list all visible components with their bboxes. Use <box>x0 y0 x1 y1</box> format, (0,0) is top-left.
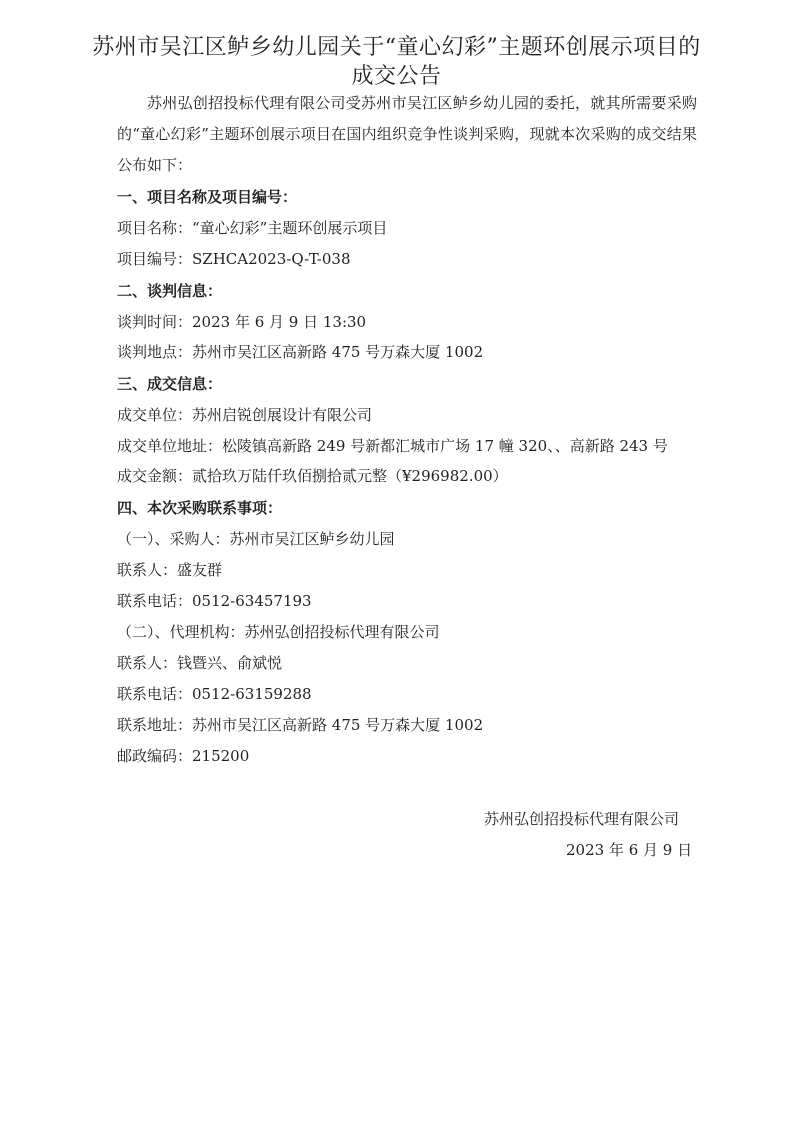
project-code: 项目编号：SZHCA2023-Q-T-038 <box>117 250 351 268</box>
agency-address: 联系地址：苏州市吴江区高新路 475 号万森大厦 1002 <box>117 716 484 734</box>
document-title-line2: 成交公告 <box>351 64 442 89</box>
agency-contact: 联系人：钱暨兴、俞斌悦 <box>117 654 283 672</box>
signature-company: 苏州弘创招投标代理有限公司 <box>484 810 680 828</box>
buyer-phone: 联系电话：0512-63457193 <box>117 592 312 610</box>
intro-paragraph: 苏州弘创招投标代理有限公司受苏州市吴江区鲈乡幼儿园的委托，就其所需要采购的“童心幻彩”主题环创展示项目在国内组织竞争性谈判采购，现就本次采购的成交结果公布如下： <box>117 94 697 174</box>
section2-heading: 二、谈判信息： <box>117 282 223 300</box>
buyer-contact: 联系人：盛友群 <box>117 561 223 579</box>
postcode: 邮政编码：215200 <box>117 747 250 765</box>
negotiation-place: 谈判地点：苏州市吴江区高新路 475 号万森大厦 1002 <box>117 343 484 361</box>
winning-amount: 成交金额：贰拾玖万陆仟玖佰捌拾贰元整（¥296982.00） <box>117 467 508 485</box>
project-name: 项目名称：“童心幻彩”主题环创展示项目 <box>117 219 388 237</box>
buyer: （一）、采购人：苏州市吴江区鲈乡幼儿园 <box>117 530 395 548</box>
section1-heading: 一、项目名称及项目编号： <box>117 188 298 206</box>
agency: （二）、代理机构：苏州弘创招投标代理有限公司 <box>117 623 440 641</box>
negotiation-time: 谈判时间：2023 年 6 月 9 日 13:30 <box>117 313 367 331</box>
winning-unit: 成交单位：苏州启锐创展设计有限公司 <box>117 406 373 424</box>
winning-unit-address: 成交单位地址：松陵镇高新路 249 号新都汇城市广场 17 幢 320、、高新路 243 号 <box>117 437 668 455</box>
document-title-line1: 苏州市吴江区鲈乡幼儿园关于“童心幻彩”主题环创展示项目的 <box>92 35 701 60</box>
signature-date: 2023 年 6 月 9 日 <box>566 841 693 859</box>
section3-heading: 三、成交信息： <box>117 375 223 393</box>
section4-heading: 四、本次采购联系事项： <box>117 499 283 517</box>
agency-phone: 联系电话：0512-63159288 <box>117 685 312 703</box>
